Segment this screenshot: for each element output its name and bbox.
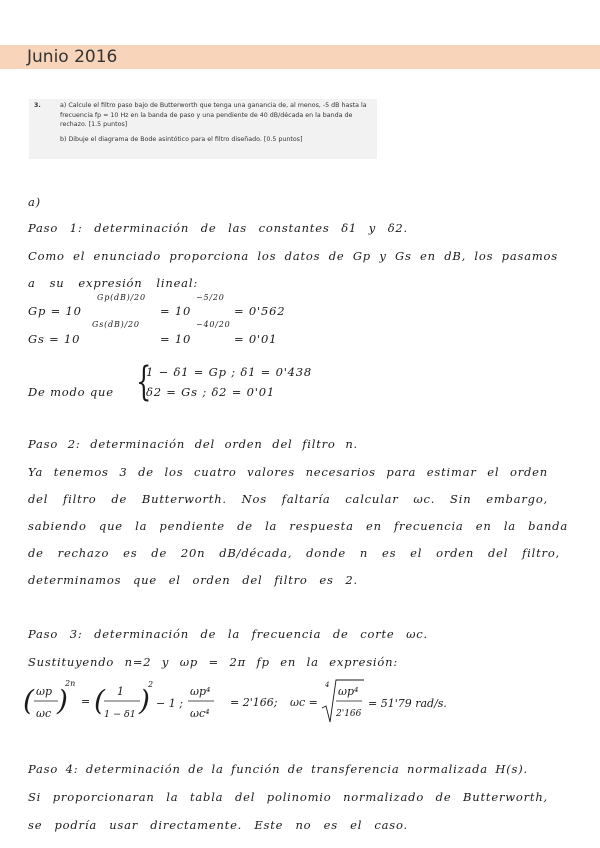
gs-eq: = 10 (160, 332, 192, 346)
system-line1: 1 − δ1 = Gp ; δ1 = 0'438 (146, 365, 312, 379)
paren2-right: ) (139, 684, 150, 717)
step4-line2: se podría usar directamente. Este no es el caso. (28, 818, 408, 832)
frac1-den: ωc (36, 707, 52, 720)
gs-lhs: Gs = 10 (28, 332, 81, 346)
minus-one: − 1 ; (156, 697, 183, 710)
step4-title: Paso 4: determinación de la función de transferencia normalizada H(s). (28, 762, 528, 776)
problem-number: 3. (34, 102, 41, 109)
result-wc: = 51'79 rad/s. (368, 697, 447, 710)
gs-result: = 0'01 (234, 332, 278, 346)
paren2-left: ( (94, 684, 105, 717)
step2-line3: sabiendo que la pendiente de la respuesta en frecuencia en la banda (28, 519, 568, 533)
step1-title: Paso 1: determinación de las constantes δ1 y δ2. (28, 221, 408, 235)
gs-exponent-value: −40/20 (196, 320, 231, 329)
exp-2: 2 (148, 680, 154, 689)
step2-line5: determinamos que el orden del filtro es 2. (28, 573, 358, 587)
result-ratio: = 2'166; (230, 696, 278, 709)
root-num: ωp⁴ (338, 685, 359, 698)
section-label: a) (28, 195, 41, 209)
problem-part-b: b) Dibuje el diagrama de Bode asintótico para el filtro diseñado. [0.5 puntos] (60, 135, 303, 143)
root-den: 2'166 (336, 709, 362, 719)
gp-exponent-value: −5/20 (196, 293, 225, 302)
frac3-den: ωc⁴ (190, 707, 210, 720)
frac1-num: ωp (36, 685, 53, 698)
step4-line1: Si proporcionaran la tabla del polinomio normalizado de Butterworth, (28, 790, 548, 804)
paren-right: ) (57, 684, 68, 717)
step2-line1: Ya tenemos 3 de los cuatro valores necesarios para estimar el orden (28, 465, 548, 479)
gs-exponent: Gs(dB)/20 (92, 320, 140, 329)
problem-part-a: a) Calcule el filtro paso bajo de Butterworth que tenga una ganancia de, al menos, -5 dB hasta la frecuencia fp = 10 Hz en la banda de paso y una pendiente de 40 dB/década en la banda de rechazo. [1.5 puntos] (60, 102, 367, 128)
step1-line1: Como el enunciado proporciona los datos de Gp y Gs en dB, los pasamos (28, 249, 558, 263)
step2-line2: del filtro de Butterworth. Nos faltaría calcular ωc. Sin embargo, (28, 492, 548, 506)
step1-line2: a su expresión lineal: (28, 276, 198, 290)
gp-result: = 0'562 (234, 304, 286, 318)
step2-line4: de rechazo es de 20n dB/década, donde n es el orden del filtro, (28, 546, 560, 560)
frac2-den: 1 − δ1 (104, 709, 136, 720)
eq-sign: = (81, 695, 91, 708)
step2-title: Paso 2: determinación del orden del filtro n. (28, 437, 358, 451)
exp-2n: 2n (65, 679, 76, 688)
problem-statement (29, 99, 377, 159)
root-index: 4 (325, 681, 330, 689)
step3-title: Paso 3: determinación de la frecuencia de corte ωc. (28, 627, 428, 641)
system-line2: δ2 = Gs ; δ2 = 0'01 (146, 385, 275, 399)
gp-lhs: Gp = 10 (28, 304, 82, 318)
system-label: De modo que (28, 385, 114, 399)
frac2-num: 1 (117, 685, 124, 698)
wc-label: ωc = (290, 696, 318, 709)
system-brace: { (136, 359, 152, 405)
page-title: Junio 2016 (27, 47, 118, 67)
gp-eq: = 10 (160, 304, 192, 318)
step3-line1: Sustituyendo n=2 y ωp = 2π fp en la expresión: (28, 655, 398, 669)
gp-exponent: Gp(dB)/20 (97, 293, 146, 302)
step3-formula (0, 675, 600, 735)
frac3-num: ωp⁴ (190, 685, 211, 698)
paren-left: ( (23, 684, 34, 717)
